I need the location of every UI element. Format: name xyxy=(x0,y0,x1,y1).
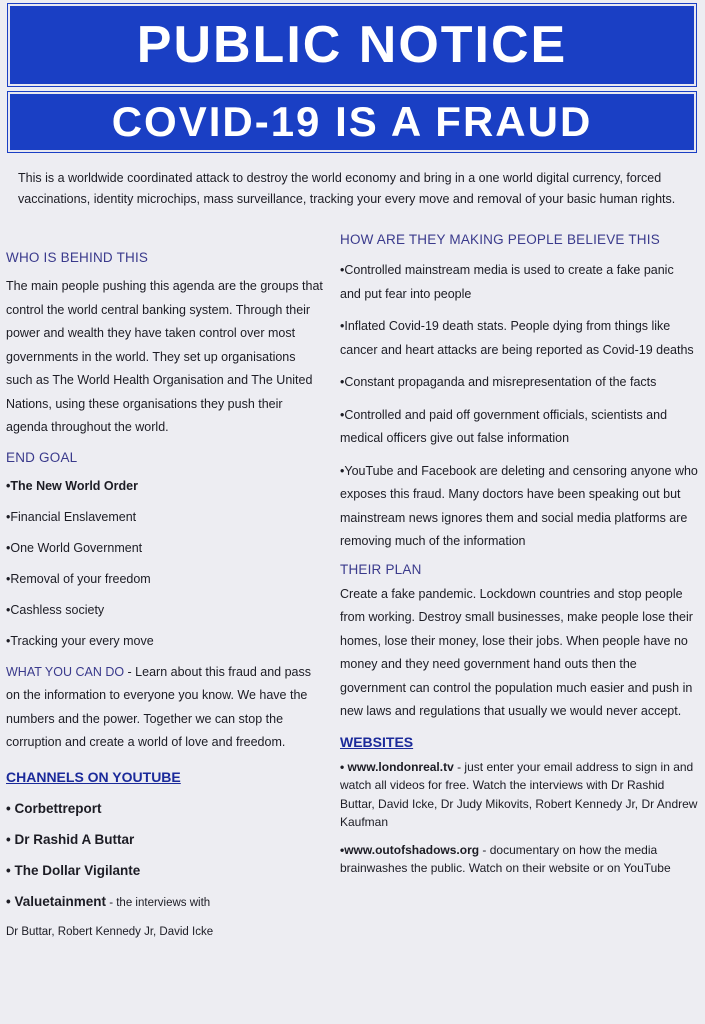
channels-list xyxy=(6,793,324,941)
list-item: •Controlled and paid off government officials, scientists and medical officers give out false information xyxy=(340,407,668,445)
intro-paragraph: This is a worldwide coordinated attack to destroy the world economy and bring in a one world digital currency, forced vaccinations, identity microchips, mass surveillance, tracking your every move and removal of your basic human rights. xyxy=(18,171,676,206)
list-item: •Removal of your freedom xyxy=(6,571,151,586)
website-link[interactable]: • www.londonreal.tv xyxy=(340,759,454,774)
website-item xyxy=(340,758,698,832)
websites-heading[interactable]: WEBSITES xyxy=(340,733,414,750)
channels-heading[interactable]: CHANNELS ON YOUTUBE xyxy=(6,768,181,785)
website-link[interactable]: •www.outofshadows.org xyxy=(340,842,480,857)
left-column xyxy=(6,250,324,941)
websites-list xyxy=(340,758,698,878)
page-title: PUBLIC NOTICE xyxy=(136,16,568,74)
list-item: •Inflated Covid-19 death stats. People dying from things like cancer and heart attacks are being reported as Covid-19 deaths xyxy=(340,319,694,357)
channel-name: • Valuetainment xyxy=(6,893,107,909)
end-goal-heading: END GOAL xyxy=(6,449,78,465)
right-column xyxy=(340,232,698,887)
list-item: •One World Government xyxy=(6,540,143,555)
what-you-can-do-text: - Learn about this fraud and pass on the information to everyone you know. We have the numbers and the power. Together we can stop the corruption and create a world of love and freedom. xyxy=(6,664,312,749)
list-item: •Financial Enslavement xyxy=(6,509,137,524)
what-you-can-do xyxy=(6,661,324,755)
subtitle-banner xyxy=(8,92,696,152)
channel-item: • Dr Rashid A Buttar xyxy=(6,831,135,847)
channel-item: • Corbettreport xyxy=(6,800,102,816)
channel-item xyxy=(6,886,324,919)
who-heading: WHO IS BEHIND THIS xyxy=(6,250,149,265)
what-you-can-do-lead: WHAT YOU CAN DO xyxy=(6,664,125,679)
channel-item: • The Dollar Vigilante xyxy=(6,862,141,878)
channel-note: - the interviews with xyxy=(106,896,211,909)
website-desc: - documentary on how the media brainwashes the public. Watch on their website or on YouTube xyxy=(340,842,671,875)
website-item xyxy=(340,841,698,878)
channel-note-cont: Dr Buttar, Robert Kennedy Jr, David Icke xyxy=(6,925,214,938)
title-banner xyxy=(8,4,696,86)
who-text: The main people pushing this agenda are the groups that control the world central banking system. Through their power and wealth they have taken control over most governments in the world. They set up organisations such as The World Health Organisation and The United Nations, using these organisations they push their agenda throughout the world. xyxy=(6,279,323,434)
list-item: •Tracking your every move xyxy=(6,633,154,648)
plan-text: Create a fake pandemic. Lockdown countries and stop people from working. Destroy small businesses, make people lose their homes, lose their money, lose their jobs. When people have no money and they need government hand outs then the government can control the population much easier and push in new laws and regulations that usually we would never accept. xyxy=(340,586,693,718)
list-item: •Constant propaganda and misrepresentation of the facts xyxy=(340,375,657,389)
page-subtitle: COVID-19 IS A FRAUD xyxy=(111,98,593,145)
plan-heading: THEIR PLAN xyxy=(340,561,422,577)
list-item: •Cashless society xyxy=(6,602,105,617)
list-item: •YouTube and Facebook are deleting and censoring anyone who exposes this fraud. Many doctors have been speaking out but mainstream news ignores them and social media platforms are removing much of the information xyxy=(340,463,698,548)
how-list xyxy=(340,259,698,554)
list-item: •The New World Order xyxy=(6,478,138,493)
end-goal-list xyxy=(6,471,324,657)
list-item: •Controlled mainstream media is used to create a fake panic and put fear into people xyxy=(340,263,674,301)
website-desc: - just enter your email address to sign in and watch all videos for free. Watch the interviews with Dr Rashid Buttar, David Icke, Dr Judy Mikovits, Robert Kennedy Jr, Dr Andrew Kaufman xyxy=(340,759,698,829)
how-heading: HOW ARE THEY MAKING PEOPLE BELIEVE THIS xyxy=(340,232,660,247)
